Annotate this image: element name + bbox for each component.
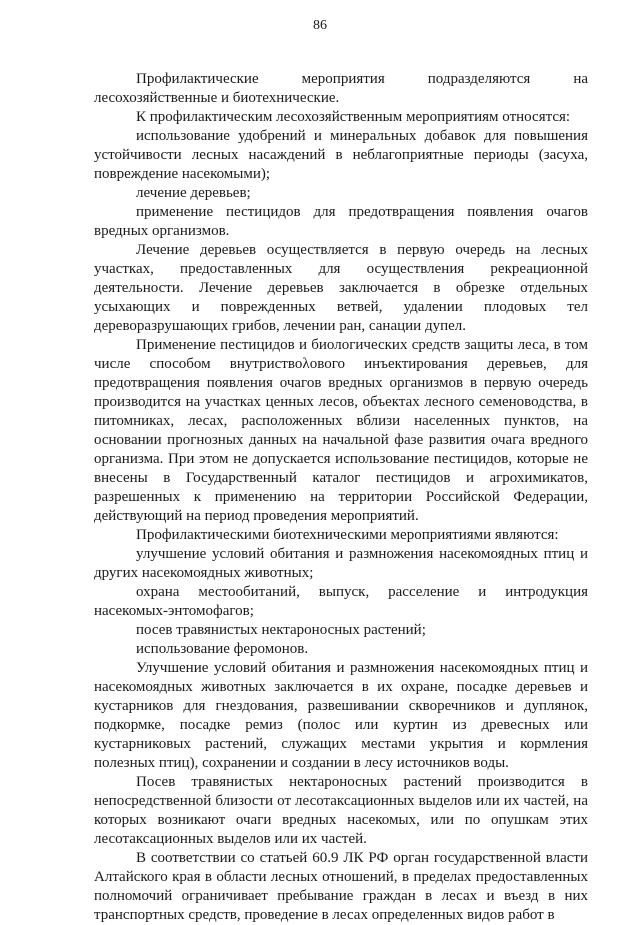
paragraph: Применение пестицидов и биологических средств защиты леса, в том числе способом внутриствολового инъектирования деревьев, для предотвращения появления очагов вредных организмов в первую очередь производится на участках ценных лесов, объектах лесного семеноводства, в питомниках, лесах, расположенных вблизи населенных пунктов, на основании прогнозных данных на начальной фазе развития очага вредного организма. При этом не допускается использование пестицидов, которые не внесены в Государственный каталог пестицидов и агрохимикатов, разрешенных к применению на территории Российской Федерации, действующий на период проведения мероприятий. <box>94 337 588 524</box>
list-item: применение пестицидов для предотвращения появления очагов вредных организмов. <box>94 204 588 239</box>
paragraph: Профилактическими биотехническими мероприятиями являются: <box>136 527 559 543</box>
paragraph: В соответствии со статьей 60.9 ЛК РФ орган государственной власти Алтайского края в области лесных отношений, в пределах предоставленных полномочий ограничивает пребывание граждан в лесах и въезд в них транспортных средств, проведение в лесах определенных видов работ в <box>94 850 588 923</box>
list-item: лечение деревьев; <box>136 185 251 201</box>
list-item: посев травянистых нектароносных растений; <box>136 622 426 638</box>
paragraph: Улучшение условий обитания и размножения насекомоядных птиц и насекомоядных животных заключается в их охране, посадке деревьев и кустарников для гнездования, развешивании скворечников и дуплянок, подкормке, посадке ремиз (полос или куртин из древесных или кустарниковых растений, служащих местами укрытия и кормления полезных птиц), сохранении и создании в лесу источников воды. <box>94 660 588 771</box>
list-item: использование удобрений и минеральных добавок для повышения устойчивости лесных насаждений в неблагоприятные периоды (засуха, повреждение насекомыми); <box>94 128 588 182</box>
list-item: улучшение условий обитания и размножения насекомоядных птиц и других насекомоядных животных; <box>94 546 588 581</box>
list-item: использование феромонов. <box>136 641 309 657</box>
paragraph: Лечение деревьев осуществляется в первую очередь на лесных участках, предоставленных для осуществления рекреационной деятельности. Лечение деревьев заключается в обрезке отдельных усыхающих и поврежденных ветвей, удалении плодовых тел дереворазрушающих грибов, лечении ран, санации дупел. <box>94 242 588 334</box>
paragraph: Профилактические мероприятия подразделяются на лесохозяйственные и биотехнические. <box>94 71 588 106</box>
list-item: охрана местообитаний, выпуск, расселение и интродукция насекомых-энтомофагов; <box>94 584 588 619</box>
paragraph: Посев травянистых нектароносных растений производится в непосредственной близости от лесотаксационных выделов или их частей, на которых возникают очаги вредных насекомых, или по опушкам этих лесотаксационных выделов или их частей. <box>94 774 588 847</box>
document-body <box>94 70 588 925</box>
page-number: 86 <box>313 18 327 33</box>
paragraph: К профилактическим лесохозяйственным мероприятиям относятся: <box>136 109 571 125</box>
